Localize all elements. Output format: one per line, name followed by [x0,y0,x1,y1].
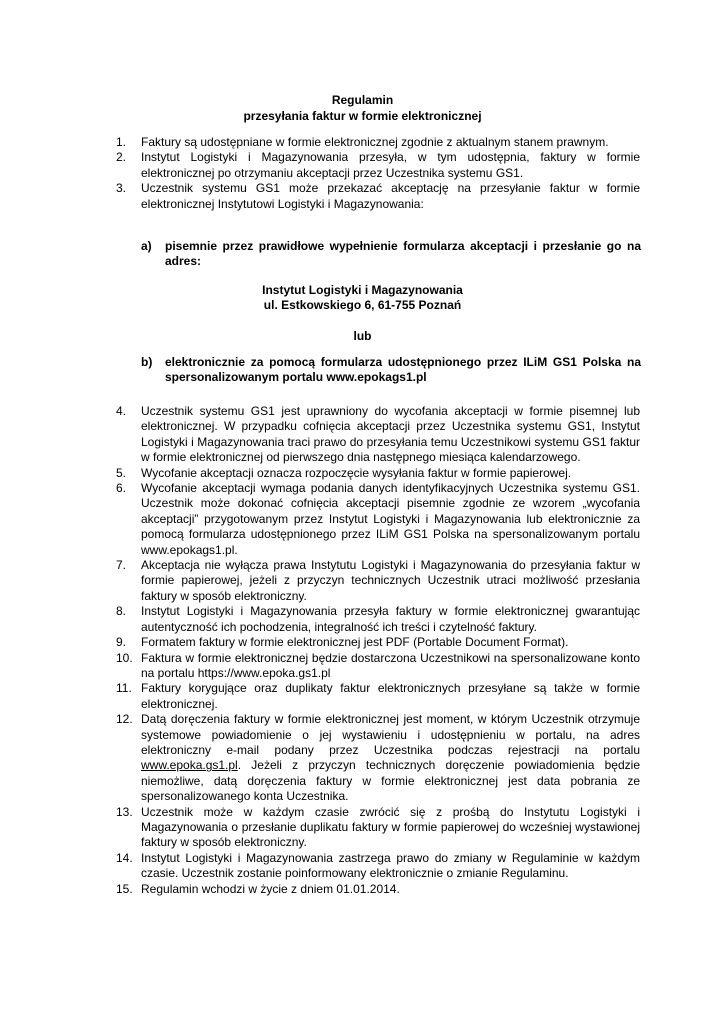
item-text: Faktury są udostępniane w formie elektronicznej zgodnie z aktualnym stanem prawnym. [141,135,609,149]
option-a-label: a) [141,239,152,253]
option-a-text: pisemnie przez prawidłowe wypełnienie formularza akceptacji i przesłanie go na adres: [165,239,641,269]
item-text: Faktury korygujące oraz duplikaty faktur elektronicznych przesyłane są także w formie elektronicznej. [141,681,640,711]
item-number: 15. [116,881,133,896]
list-item [116,851,640,882]
document-subtitle: przesyłania faktur w formie elektronicznej [243,109,482,123]
item-text: Formatem faktury w formie elektronicznej jest PDF (Portable Document Format). [141,635,569,650]
item-text: Uczestnik systemu GS1 jest uprawniony do wycofania akceptacji w formie pisemnej lub elektronicznej. W przypadku cofnięcia akceptacji przez Uczestnika systemu GS1, Instytut Logistyki i Magazynowania traci prawo do przesyłania temu Uczestnikowi systemu GS1 faktur w formie elektronicznej od pierwszego dnia następnego miesiąca kalendarzowego. [141,404,640,465]
item-number: 1. [116,135,127,149]
option-a [141,239,641,270]
list-item [116,681,640,712]
option-b-text: elektronicznie za pomocą formularza udostępnionego przez ILiM GS1 Polska na spersonalizowanym portalu www.epokags1.pl [165,355,641,385]
or-separator: lub [353,329,372,343]
item-number: 12. [116,712,133,727]
epoka-portal-link[interactable]: www.epoka.gs1.pl [141,758,238,773]
regulation-list-part1 [116,135,640,212]
item-text: Instytut Logistyki i Magazynowania zastrzega prawo do zmiany w Regulaminie w każdym czasie. Uczestnik zostanie poinformowany elektronicznie o zmianie Regulaminu. [141,850,640,881]
item-number: 11. [116,681,132,696]
item-text: . Jeżeli z przyczyn technicznych doręczenie powiadomienia będzie niemożliwe, datą doręczenia faktury w formie elektronicznej jest data pobrania ze spersonalizowanego konta Uczestnika. [141,758,640,804]
item-number: 13. [116,804,133,819]
list-item [116,135,640,150]
address-line-2: ul. Estkowskiego 6, 61-755 Poznań [263,298,462,312]
item-number: 6. [116,481,127,496]
item-number: 8. [116,604,127,619]
list-item [116,181,640,212]
item-number: 9. [116,635,127,650]
option-b [141,355,641,386]
item-text: Faktura w formie elektronicznej będzie dostarczona Uczestnikowi na spersonalizowane konto na portalu https://www.epoka.gs1.pl [141,650,640,680]
item-number: 2. [116,150,127,165]
list-item [116,712,640,804]
list-item [116,805,640,851]
option-b-label: b) [141,355,153,369]
regulation-list-part2 [116,404,640,897]
item-text: Akceptacja nie wyłącza prawa Instytutu Logistyki i Magazynowania do przesyłania faktur w formie papierowej, jeżeli z przyczyn technicznych Uczestnik utraci możliwość przesłania faktury w sposób elektroniczny. [141,558,640,603]
item-number: 4. [116,404,127,418]
item-number: 10. [116,650,133,665]
list-item [116,404,640,466]
item-text: Uczestnik może w każdym czasie zwrócić się z prośbą do Instytutu Logistyki i Magazynowania o przesłanie duplikatu faktury w formie papierowej do wcześniej wystawionej faktury w sposób elektroniczny. [141,804,640,850]
item-number: 5. [116,465,127,480]
list-item [116,466,640,481]
list-item [116,882,640,897]
item-text: Uczestnik systemu GS1 może przekazać akceptację na przesyłanie faktur w formie elektronicznej Instytutowi Logistyki i Magazynowania: [141,181,640,211]
item-number: 3. [116,181,127,196]
list-item [116,150,640,181]
list-item [116,651,640,682]
item-text: Datą doręczenia faktury w formie elektronicznej jest moment, w którym Uczestnik otrzymuje systemowe powiadomienie o jej wystawieniu i udostępnieniu w portalu, na adres elektroniczny e-mail podany przez Uczestnika podczas rejestracji na portalu [141,712,640,757]
item-text: Instytut Logistyki i Magazynowania przesyła faktury w formie elektronicznej gwarantując autentyczność ich pochodzenia, integralność ich treści i czytelność faktury. [141,604,640,634]
item-text: Regulamin wchodzi w życie z dniem 01.01.2014. [141,881,400,896]
list-item [116,481,640,558]
item-text: Wycofanie akceptacji oznacza rozpoczęcie wysyłania faktur w formie papierowej. [141,465,572,480]
item-text: Wycofanie akceptacji wymaga podania danych identyfikacyjnych Uczestnika systemu GS1. Uczestnik może dokonać cofnięcia akceptacji pisemnie zgodnie ze wzorem „wycofania akceptacji” przygotowanym przez Instytut Logistyki i Magazynowania lub elektronicznie za pomocą formularza udostępnionego przez ILiM GS1 Polska na spersonalizowanym portalu www.epokags1.pl. [141,481,640,557]
item-number: 14. [116,850,133,865]
list-item [116,635,640,650]
address-line-1: Instytut Logistyki i Magazynowania [262,283,463,297]
item-text: Instytut Logistyki i Magazynowania przesyła, w tym udostępnia, faktury w formie elektronicznej po otrzymaniu akceptacji przez Uczestnika systemu GS1. [141,150,640,180]
list-item [116,604,640,635]
list-item [116,558,640,604]
item-number: 7. [116,558,127,573]
document-title: Regulamin [331,93,394,107]
